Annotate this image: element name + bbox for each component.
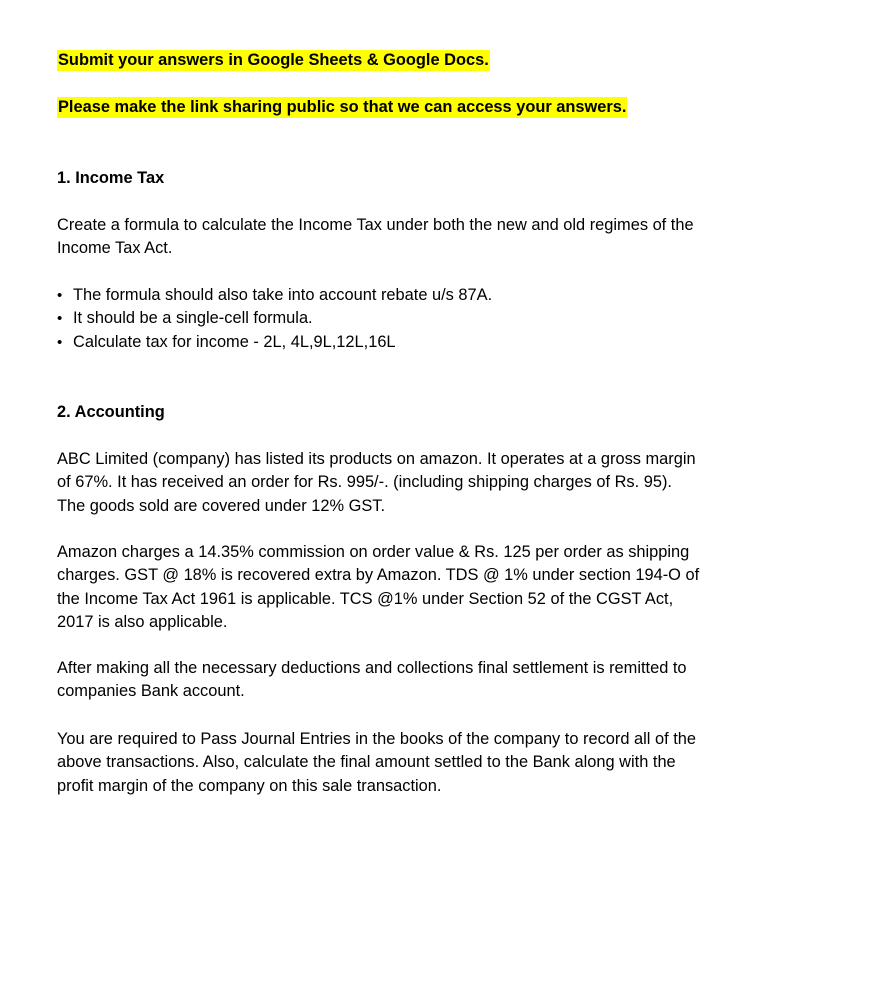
paragraph-line: After making all the necessary deductions and collections final settlement is remitted to xyxy=(57,659,687,677)
accounting-paragraph-1 xyxy=(57,448,696,518)
paragraph-line: companies Bank account. xyxy=(57,682,245,701)
income-tax-intro xyxy=(57,214,694,261)
list-item xyxy=(57,284,492,307)
submit-notice-text: Submit your answers in Google Sheets & Google Docs. xyxy=(58,51,489,69)
bullet-icon: • xyxy=(57,333,63,351)
paragraph-line: of 67%. It has received an order for Rs. 995/-. (including shipping charges of Rs. 95). xyxy=(57,473,672,492)
bullet-icon: • xyxy=(57,310,63,328)
paragraph-line: The goods sold are covered under 12% GST. xyxy=(57,496,386,515)
bullet-icon: • xyxy=(57,287,63,304)
accounting-paragraph-3 xyxy=(57,657,687,704)
paragraph-line: Income Tax Act. xyxy=(57,239,173,258)
paragraph-line: above transactions. Also, calculate the final amount settled to the Bank along with the xyxy=(57,753,676,772)
paragraph-line: the Income Tax Act 1961 is applicable. TCS @1% under Section 52 of the CGST Act, xyxy=(57,589,674,608)
submit-notice xyxy=(57,49,490,72)
accounting-paragraph-2 xyxy=(57,541,699,634)
paragraph-line: Create a formula to calculate the Income Tax under both the new and old regimes of the xyxy=(57,216,694,234)
list-item-text: It should be a single-cell formula. xyxy=(73,309,313,328)
paragraph-line: profit margin of the company on this sale transaction. xyxy=(57,776,442,795)
accounting-paragraph-4 xyxy=(57,728,696,798)
list-item xyxy=(57,331,492,354)
sharing-notice-text: Please make the link sharing public so that we can access your answers. xyxy=(58,98,627,116)
paragraph-line: charges. GST @ 18% is recovered extra by Amazon. TDS @ 1% under section 194-O of xyxy=(57,566,700,585)
list-item-text: Calculate tax for income - 2L, 4L,9L,12L,16L xyxy=(73,332,396,351)
paragraph-line: 2017 is also applicable. xyxy=(57,612,228,631)
sharing-notice xyxy=(57,96,627,119)
income-tax-bullet-list xyxy=(57,284,492,354)
section-heading-accounting: 2. Accounting xyxy=(57,403,165,421)
paragraph-line: Amazon charges a 14.35% commission on order value & Rs. 125 per order as shipping xyxy=(57,543,690,561)
paragraph-line: ABC Limited (company) has listed its products on amazon. It operates at a gross margin xyxy=(57,450,696,468)
list-item-text: The formula should also take into account rebate u/s 87A. xyxy=(73,286,493,304)
paragraph-line: You are required to Pass Journal Entries in the books of the company to record all of the xyxy=(57,730,697,748)
section-heading-income-tax: 1. Income Tax xyxy=(57,169,165,187)
list-item xyxy=(57,307,492,330)
